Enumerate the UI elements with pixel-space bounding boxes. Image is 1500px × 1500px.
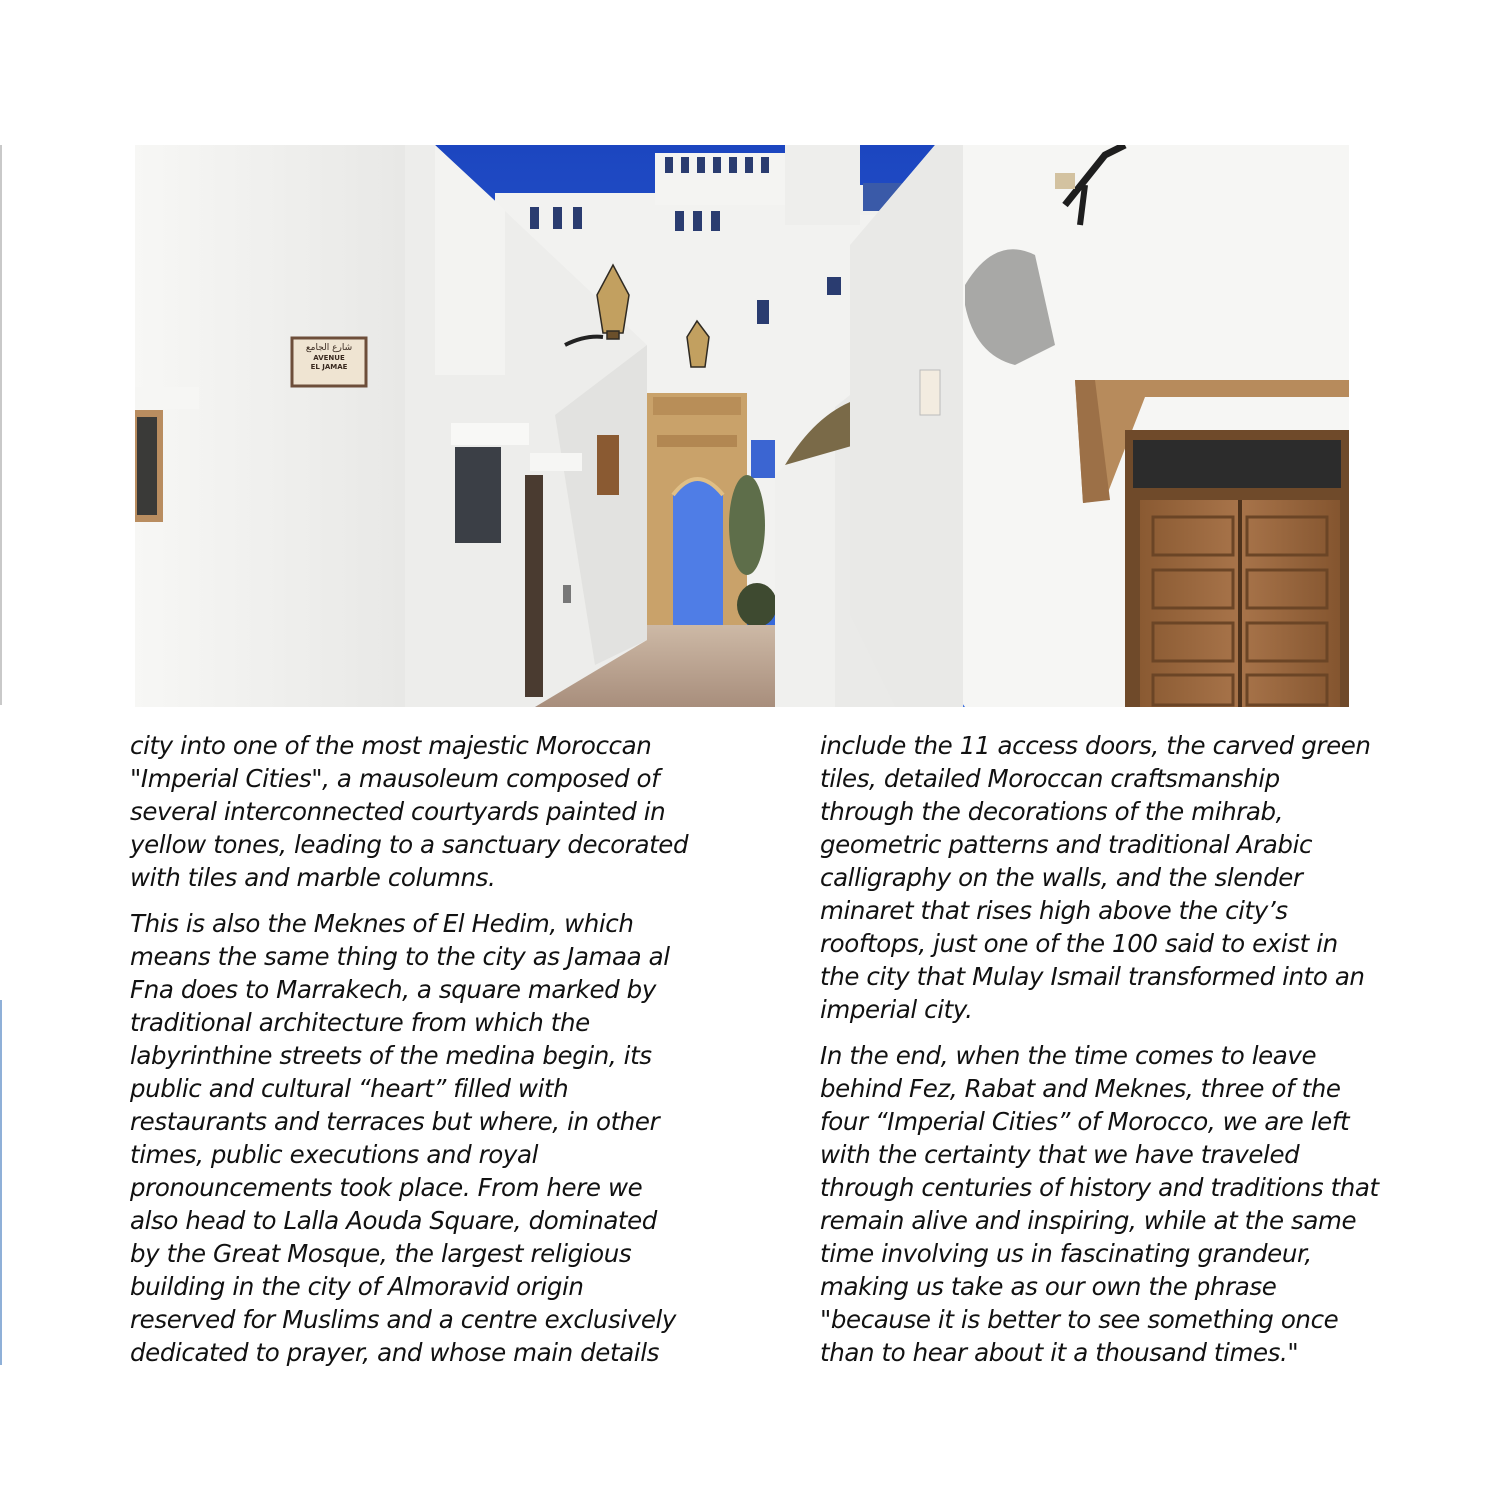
page-edge-mark — [0, 1000, 2, 1365]
street-sign-line2: EL JAMAE — [310, 363, 348, 371]
paragraph: city into one of the most majestic Moroccan "Imperial Cities", a mausoleum composed of several interconnected courtyards painted in yellow tones, leading to a sanctuary decorated with tiles and marble columns. — [130, 731, 689, 892]
paragraph: In the end, when the time comes to leave behind Fez, Rabat and Meknes, three of the four “Imperial Cities” of Morocco, we are left with the certainty that we have traveled through centuries of history and traditions that remain alive and inspiring, while at the same time involving us in fascinating grandeur, making us take as our own the phrase "because it is better to see something once than to hear about it a thousand times." — [820, 1041, 1379, 1367]
paragraph: This is also the Meknes of El Hedim, which means the same thing to the city as Jamaa al Fna does to Marrakech, a square marked by traditional architecture from which the labyrinthine streets of the medina begin, its public and cultural “heart” filled with restaurants and terraces but where, in other times, public executions and royal pronouncements took place. From here we also head to Lalla Aouda Square, dominated by the Great Mosque, the largest religious building in the city of Almoravid origin reserved for Muslims and a centre exclusively dedicated to prayer, and whose main details — [130, 909, 677, 1367]
paragraph: include the 11 access doors, the carved green tiles, detailed Moroccan craftsmanship through the decorations of the mihrab, geometric patterns and traditional Arabic calligraphy on the walls, and the slender minaret that rises high above the city’s rooftops, just one of the 100 said to exist in the city that Mulay Ismail transformed into an imperial city. — [820, 731, 1371, 1024]
right-text-column — [820, 729, 1380, 1382]
medina-alley-photo — [135, 145, 1349, 707]
street-sign-line1: AVENUE — [313, 354, 345, 362]
street-sign — [294, 342, 364, 382]
left-text-column — [130, 729, 690, 1382]
street-sign-arabic: شارع الجامع — [305, 343, 353, 353]
page-edge-mark — [0, 145, 2, 705]
